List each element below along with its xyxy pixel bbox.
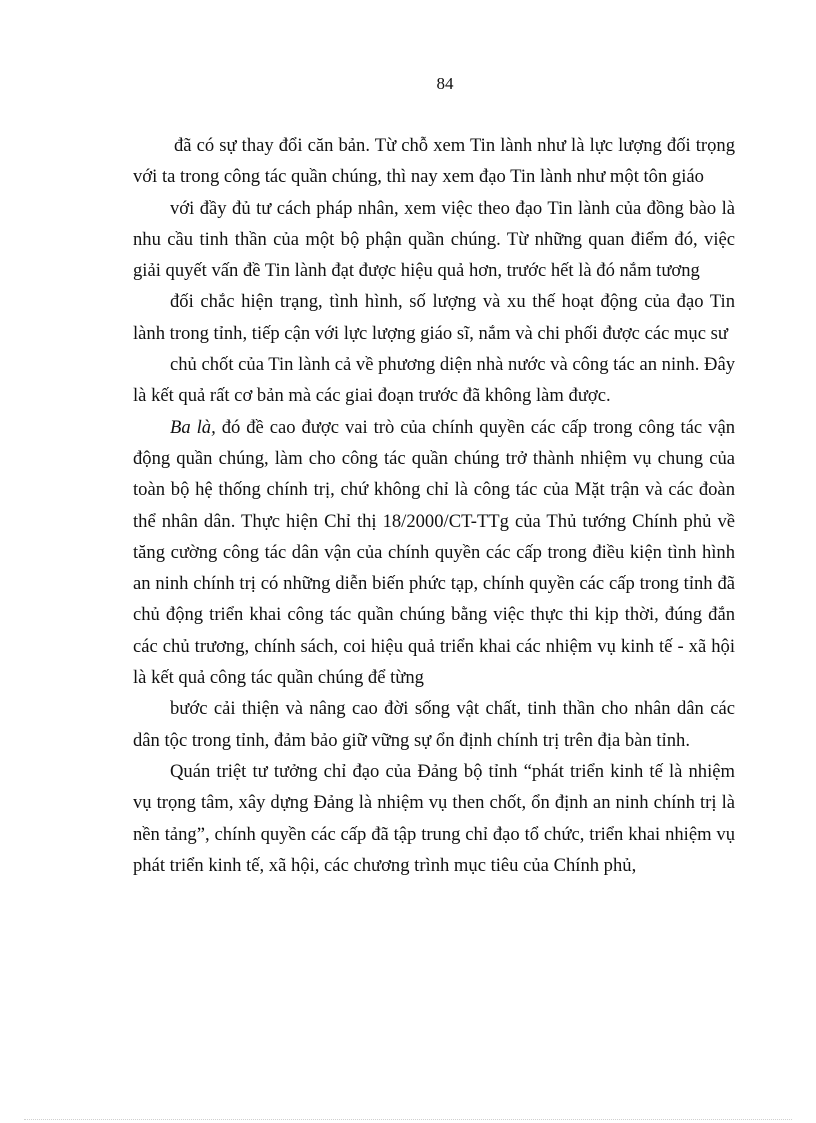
paragraph [133,412,735,694]
body-text [133,130,735,881]
paragraph: với đầy đủ tư cách pháp nhân, xem việc theo đạo Tin lành của đồng bào là nhu cầu tinh thần của một bộ phận quần chúng. Từ những quan điểm đó, việc giải quyết vấn đề Tin lành đạt được hiệu quả hơn, trước hết là đó nắm tương [133,197,735,282]
paragraph: bước cải thiện và nâng cao đời sống vật chất, tinh thần cho nhân dân các dân tộc trong tỉnh, đảm bảo giữ vững sự ổn định chính trị trên địa bàn tỉnh. [133,698,735,751]
footer-rule [24,1119,792,1120]
paragraph-text: đó đề cao được vai trò của chính quyền các cấp trong công tác vận động quần chúng, làm cho công tác quần chúng trở thành nhiệm vụ chung của toàn bộ hệ thống chính trị, chứ không chỉ là công tác của Mặt trận và các đoàn thể nhân dân. Thực hiện Chỉ thị 18/2000/CT-TTg của Thủ tướng Chính phủ về tăng cường công tác dân vận của chính quyền các cấp trong điều kiện tình hình an ninh chính trị có những diễn biến phức tạp, chính quyền các cấp trong tỉnh đã chủ động triển khai công tác quần chúng bằng việc thực thi kịp thời, đúng đắn các chủ trương, chính sách, coi hiệu quả triển khai các nhiệm vụ kinh tế - xã hội là kết quả công tác quần chúng để từng [133,416,735,689]
page-number: 84 [436,74,454,93]
paragraph: chủ chốt của Tin lành cả về phương diện nhà nước và công tác an ninh. Đây là kết quả rất cơ bản mà các giai đoạn trước đã không làm được. [133,354,735,407]
paragraph: Quán triệt tư tưởng chỉ đạo của Đảng bộ tỉnh “phát triển kinh tế là nhiệm vụ trọng tâm, xây dựng Đảng là nhiệm vụ then chốt, ổn định an ninh chính trị là nền tảng”, chính quyền các cấp đã tập trung chỉ đạo tổ chức, triển khai nhiệm vụ phát triển kinh tế, xã hội, các chương trình mục tiêu của Chính phủ, [133,760,735,876]
paragraph: đối chắc hiện trạng, tình hình, số lượng và xu thế hoạt động của đạo Tin lành trong tỉnh, tiếp cận với lực lượng giáo sĩ, nắm và chi phối được các mục sư [133,291,735,344]
paragraph: đã có sự thay đổi căn bản. Từ chỗ xem Tin lành như là lực lượng đối trọng với ta trong công tác quần chúng, thì nay xem đạo Tin lành như một tôn giáo [133,135,735,188]
paragraph-lead-italic: Ba là, [170,416,216,438]
